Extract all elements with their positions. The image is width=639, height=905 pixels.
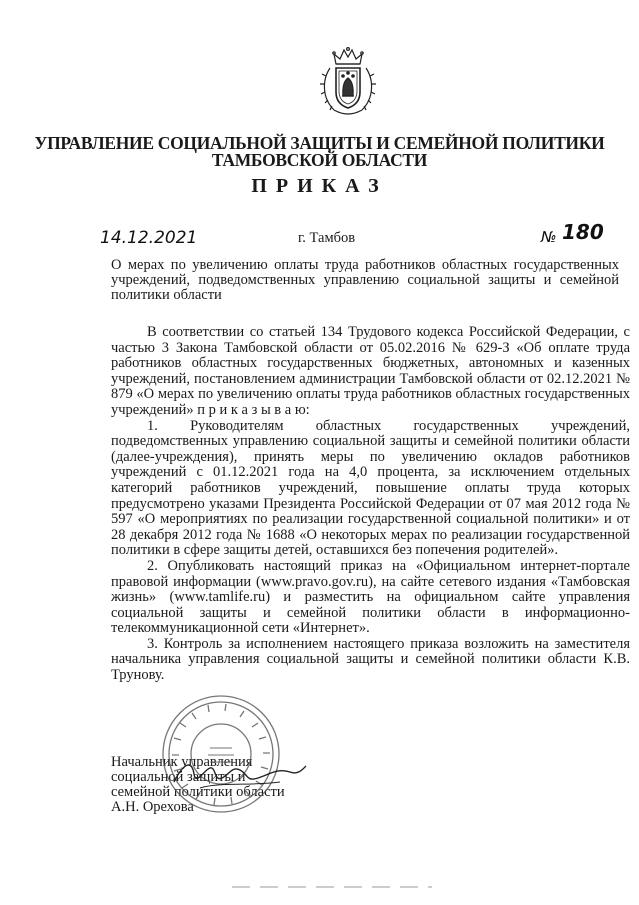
document-number: 180: [562, 220, 604, 244]
signer-title-line1: Начальник управления: [111, 754, 253, 770]
document-city: г. Тамбов: [298, 230, 356, 246]
organization-name: УПРАВЛЕНИЕ СОЦИАЛЬНОЙ ЗАЩИТЫ И СЕМЕЙНОЙ ПОЛИТИКИ: [34, 133, 605, 153]
handwritten-signature: [170, 752, 310, 798]
order-item-2: 2. Опубликовать настоящий приказ на «Официальном интернет-портале правовой информации (www.pravo.gov.ru), на сайте сетевого издания «Тамбовская жизнь» (www.tamlife.ru) и разместить на официальном сайте управления социальной защиты и семейной политики области в информационно-телекоммуникационной сети «Интернет».: [111, 557, 630, 637]
signer-title-line3: семейной политики области: [111, 784, 285, 800]
order-item-3: 3. Контроль за исполнением настоящего приказа возложить на заместителя начальника управления социальной защиты и семейной политики области К.В. Трунову.: [111, 635, 630, 684]
scan-artifact: [232, 884, 432, 890]
preamble-paragraph: В соответствии со статьей 134 Трудового кодекса Российской Федерации, с частью 3 Закона Тамбовской области от 05.02.2016 № 629-З «Об оплате труда работников областных государственных бюджетных, автономных и казенных учреждений, постановлением администрации Тамбовской области от 02.12.2021 № 879 «О мерах по увеличению оплаты труда работников областных государственных учреждений» п р и к а з ы в а ю:: [111, 324, 630, 418]
coat-of-arms-icon: [318, 46, 378, 120]
signer-name: А.Н. Орехова: [111, 799, 194, 815]
number-sign: №: [541, 228, 557, 246]
document-date: 14.12.2021: [100, 228, 198, 248]
signer-title-line2: социальной защиты и: [111, 769, 246, 785]
order-item-1: 1. Руководителям областных государственных учреждений, подведомственных управлению социальной защиты и семейной политики области (далее-учреждения), принять меры по увеличению окладов работников учреждений с 01.12.2021 года на 4,0 процента, за исключением отдельных категорий работников учреждений, повышение оплаты труда которых предусмотрено указами Президента Российской Федерации от 07 мая 2012 года № 597 «О мероприятиях по реализации государственной социальной политики» и от 28 декабря 2012 года № 1688 «О некоторых мерах по реализации государственной политики в сфере защиты детей, оставшихся без попечения родителей».: [111, 417, 630, 559]
document-subject: О мерах по увеличению оплаты труда работников областных государственных учреждений, подведомственных управлению социальной защиты и семейной политики области: [111, 257, 619, 303]
organization-region: ТАМБОВСКОЙ ОБЛАСТИ: [211, 150, 428, 170]
document-body: [111, 325, 630, 684]
document-type: ПРИКАЗ: [251, 175, 388, 197]
